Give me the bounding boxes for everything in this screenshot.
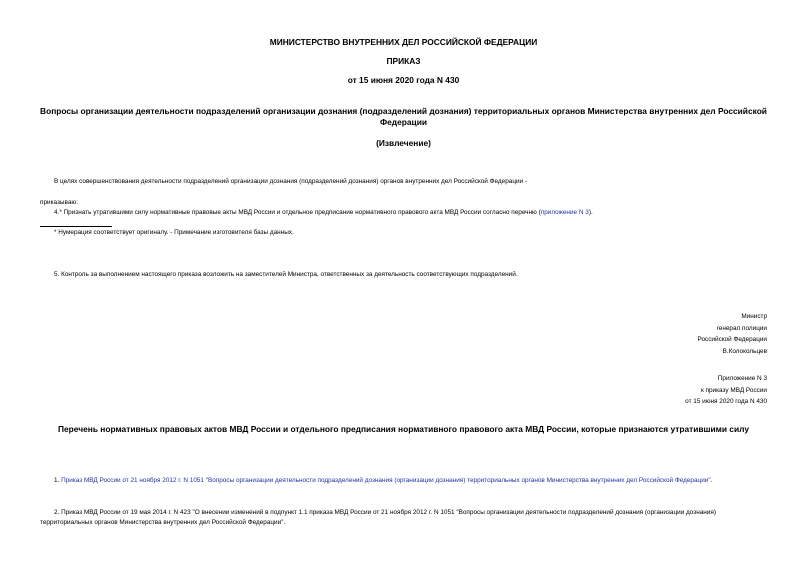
signer-name: В.Колокольцев: [722, 347, 767, 355]
footnote-text: * Нумерация соответствует оригиналу. - Примечание изготовителя базы данных.: [54, 229, 294, 236]
appendix-ref-line3: от 15 июня 2020 года N 430: [685, 398, 767, 405]
signer-position: Министр: [741, 313, 767, 320]
item-5: 5. Контроль за выполнением настоящего приказа возложить на заместителей Министра, ответственных за деятельность соответствующих подразделений.: [54, 271, 518, 278]
appendix-title: Перечень нормативных правовых актов МВД России и отдельного предписания нормативного правового акта МВД России, которые признаются утратившими силу: [58, 424, 749, 434]
appendix-item-2: 2. Приказ МВД России от 19 мая 2014 г. N 423 "О внесении изменений в подпункт 1.1 приказа МВД России от 21 ноября 2012 г. N 1051 "Вопросы организации деятельности подразделений дознания (организации дознания) территориальных органов Министерства внутренних дел Российской Федерации".: [40, 509, 716, 526]
doc-date-number: от 15 июня 2020 года N 430: [347, 75, 460, 85]
appendix-3-link[interactable]: приложение N 3: [540, 209, 589, 216]
appendix-ref-line2: к приказу МВД России: [700, 386, 767, 394]
doc-subtitle: (Извлечение): [376, 138, 431, 148]
appendix-item-1-end: .: [710, 477, 713, 484]
ministry-heading: МИНИСТЕРСТВО ВНУТРЕННИХ ДЕЛ РОССИЙСКОЙ ФЕДЕРАЦИИ: [269, 37, 538, 47]
item-4-text: 4.* Признать утратившими силу нормативные правовые акты МВД России и отдельное предписание нормативного правового акта МВД России согласно перечню (: [54, 209, 541, 216]
item-4-end: ).: [588, 209, 593, 216]
appendix-item-1: [40, 476, 767, 486]
signer-rank: генерал полиции: [716, 324, 767, 332]
appendix-ref-line1: Приложение N 3: [717, 375, 767, 382]
order-word: приказываю:: [40, 199, 78, 206]
signature-block: [698, 311, 768, 357]
doc-type-heading: ПРИКАЗ: [386, 56, 421, 66]
doc-title: Вопросы организации деятельности подразделений организации дознания (подразделений дознания) территориальных органов Министерства внутренних дел Российской Федерации: [40, 106, 767, 127]
item-4: [54, 208, 774, 218]
preamble-text: В целях совершенствования деятельности подразделений организации дознания (подразделений дознания) органов внутренних дел Российской Федерации -: [54, 178, 528, 185]
appendix-reference: [685, 373, 767, 408]
appendix-item-1-number: 1.: [54, 477, 60, 484]
appendix-item-1-link[interactable]: Приказ МВД России от 21 ноября 2012 г. N 1051 "Вопросы организации деятельности подразделений дознания (организации дознания) территориальных органов Министерства внутренних дел Российской Федерации": [61, 477, 711, 484]
footnote-separator: [40, 226, 112, 227]
signer-country: Российской Федерации: [697, 336, 767, 343]
